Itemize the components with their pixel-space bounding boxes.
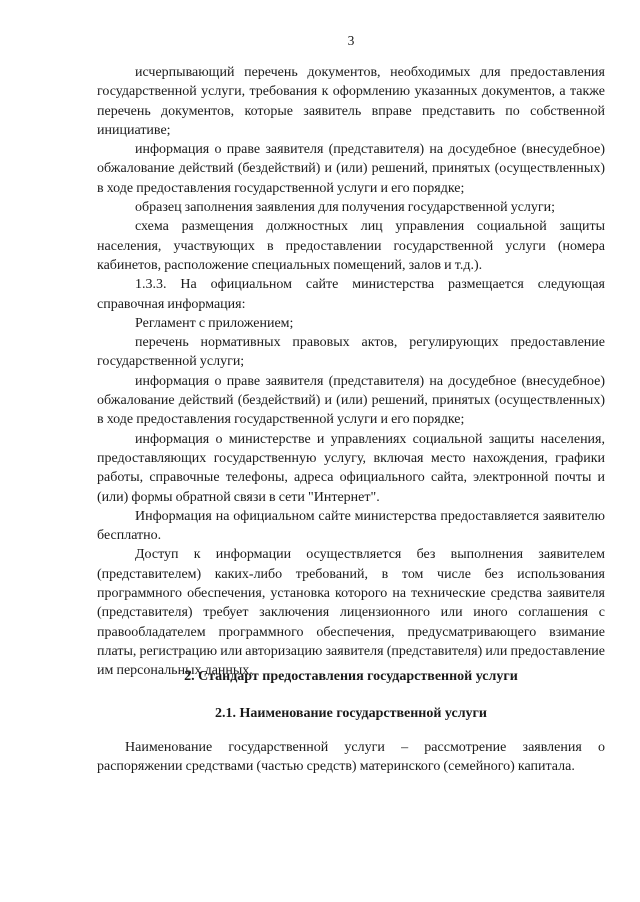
paragraph-legal-acts: перечень нормативных правовых актов, регулирующих предоставление государственной услуги; <box>97 335 605 370</box>
page-number: 3 <box>347 33 355 48</box>
paragraph-application-sample: образец заполнения заявления для получения государственной услуги; <box>135 200 556 216</box>
document-body <box>97 63 605 681</box>
paragraph-free-info: Информация на официальном сайте министерства предоставляется заявителю бесплатно. <box>97 508 605 544</box>
paragraph-ministry-info: информация о министерстве и управлениях социальной защиты населения, предоставляющих государственную услугу, включая место нахождения, графики работы, справочные телефоны, адреса официального сайта, электронной почты и (или) формы обратной связи в сети "Интернет". <box>97 431 605 505</box>
paragraph-access-conditions: Доступ к информации осуществляется без выполнения заявителем (представителем) каких-либо требований, в том числе без использования программного обеспечения, установка которого на технические средства заявителя (представителя) требует заключения лицензионного или иного соглашения с правообладателем программного обеспечения, предусматривающего взимание платы, регистрацию или авторизацию заявителя (представителя) или предоставление им персональных данных. <box>97 547 605 679</box>
paragraph-regulation: Регламент с приложением; <box>135 315 294 331</box>
subsection-title: 2.1. Наименование государственной услуги <box>215 706 487 721</box>
paragraph-service-name: Наименование государственной услуги – рассмотрение заявления о распоряжении средствами (частью средств) материнского (семейного) капитала. <box>97 740 605 775</box>
section-body <box>97 738 605 777</box>
paragraph-staff-layout: схема размещения должностных лиц управления социальной защиты населения, участвующих в предоставлении государственной услуги (номера кабинетов, расположение специальных помещений, залов и т.д.). <box>97 219 605 273</box>
paragraph-appeal-rights: информация о праве заявителя (представителя) на досудебное (внесудебное) обжалование действий (бездействий) и (или) решений, принятых (осуществленных) в ходе предоставления государственной услуги и его порядке; <box>97 142 605 196</box>
paragraph-clause-1-3-3: 1.3.3. На официальном сайте министерства размещается следующая справочная информация: <box>97 277 605 312</box>
paragraph-appeal-rights-site: информация о праве заявителя (представителя) на досудебное (внесудебное) обжалование действий (бездействий) и (или) решений, принятых (осуществленных) в ходе предоставления государственной услуги и его порядке; <box>97 373 605 428</box>
paragraph-documents-list: исчерпывающий перечень документов, необходимых для предоставления государственной услуги, требования к оформлению указанных документов, а также перечень документов, которые заявитель вправе представить по собственной инициативе; <box>97 65 605 138</box>
section-title: 2. Стандарт предоставления государственной услуги <box>184 669 518 684</box>
